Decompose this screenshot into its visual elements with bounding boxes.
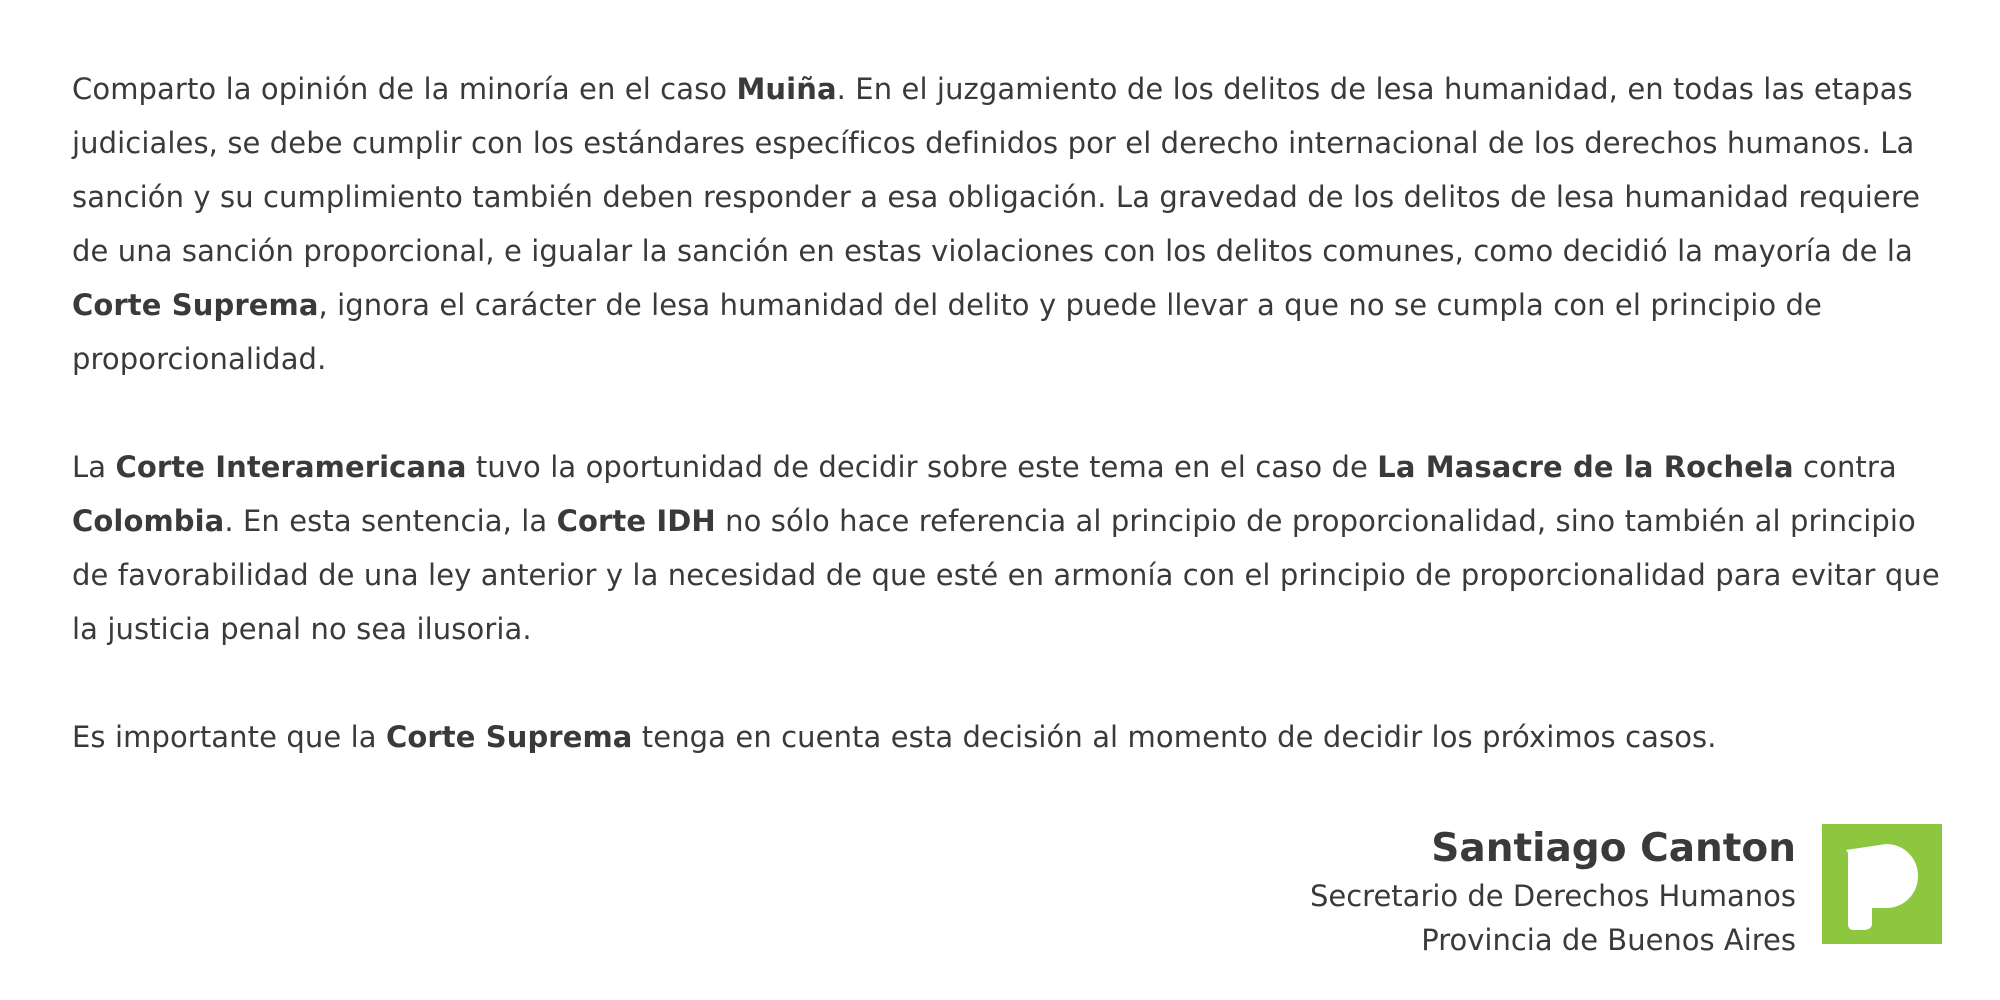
bold-term-corte-suprema: Corte Suprema [72, 288, 319, 322]
bold-term-muina: Muiña [736, 72, 837, 106]
text-segment: contra [1793, 450, 1897, 484]
bold-term-masacre-rochela: La Masacre de la Rochela [1377, 450, 1794, 484]
signature-name: Santiago Canton [1431, 826, 1796, 871]
document-body [72, 62, 1942, 818]
bold-term-colombia: Colombia [72, 504, 225, 538]
paragraph-2 [72, 440, 1942, 656]
text-segment: . En el juzgamiento de los delitos de lesa humanidad, en todas las etapas judiciales, se debe cumplir con los estándares específicos definidos por el derecho internacional de los derechos humanos. La sanción y su cumplimiento también deben responder a esa obligación. La gravedad de los delitos de lesa humanidad requiere de una sanción proporcional, e igualar la sanción en estas violaciones con los delitos comunes, como decidió la mayoría de la [72, 72, 1921, 268]
text-segment: . En esta sentencia, la [224, 504, 557, 538]
bold-term-corte-interamericana: Corte Interamericana [115, 450, 467, 484]
logo-shape [1822, 824, 1942, 944]
signature-text [1310, 824, 1796, 962]
text-segment: Es importante que la [72, 720, 386, 754]
signature-organization: Provincia de Buenos Aires [1421, 923, 1796, 957]
text-segment: tenga en cuenta esta decisión al momento de decidir los próximos casos. [632, 720, 1717, 754]
text-segment: no sólo hace referencia al principio de proporcionalidad, sino también al principio de favorabilidad de una ley anterior y la necesidad de que esté en armonía con el principio de proporcionalidad para evitar que la justicia penal no sea ilusoria. [72, 504, 1940, 646]
paragraph-1 [72, 62, 1942, 386]
signature-block [1309, 824, 1942, 957]
text-segment: Comparto la opinión de la minoría en el caso [72, 72, 737, 106]
text-segment: tuvo la oportunidad de decidir sobre este tema en el caso de [466, 450, 1378, 484]
text-segment: , ignora el carácter de lesa humanidad del delito y puede llevar a que no se cumpla con el principio de proporcionalidad. [72, 288, 1822, 376]
text-segment: La [72, 450, 116, 484]
bold-term-corte-idh: Corte IDH [556, 504, 716, 538]
provincia-buenos-aires-logo-icon [1822, 824, 1942, 944]
signature-title: Secretario de Derechos Humanos [1309, 879, 1796, 913]
paragraph-3 [72, 710, 1942, 764]
bold-term-corte-suprema: Corte Suprema [385, 720, 633, 754]
